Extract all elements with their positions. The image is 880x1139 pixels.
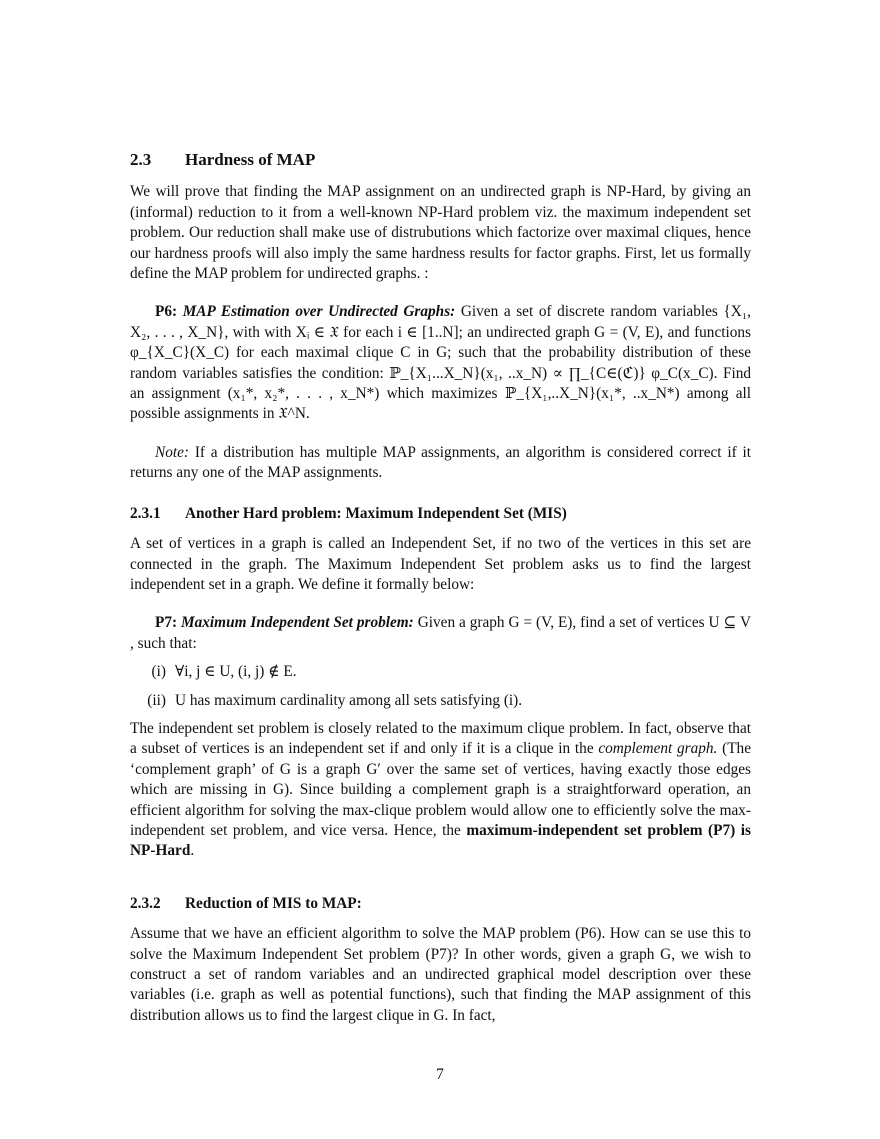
p6-body: Given a set of discrete random variables {X₁, X₂, . . . , X_N}, with with Xᵢ ∈ 𝔛 for each i ∈ [1..N]; an undirected graph G = (V, E), and functions φ_{X_C}(X_C) for each maximal clique C in G; such that the probability distribution of these random variables satisfies the condition: ℙ_{X₁...X_N}(x₁, ..x_N) ∝ ∏_{C∈(ℭ)} φ_C(x_C). Find an assignment (x₁*, x₂*, . . . , x_N*) which maximizes ℙ_{X₁,..X_N}(x₁*, ..x_N*) among all possible assignments in 𝔛^N. xyxy=(130,303,752,423)
p6-name: MAP Estimation over Undirected Graphs: xyxy=(182,303,456,321)
subsection-title: Another Hard problem: Maximum Independent Set (MIS) xyxy=(185,504,567,522)
clique-end: . xyxy=(190,842,195,860)
p7-body: Given a graph G = (V, E), find a set of vertices U ⊆ V , such that: xyxy=(130,614,751,652)
list-item xyxy=(130,691,751,711)
p6-label: P6: xyxy=(155,303,178,321)
problem-p6 xyxy=(130,302,751,424)
section-title: Hardness of MAP xyxy=(185,150,316,169)
list-item-text: U has maximum cardinality among all sets satisfying (i). xyxy=(175,691,523,709)
clique-emphasis: complement graph. xyxy=(598,740,718,758)
section-number: 2.3 xyxy=(130,150,152,169)
subsection-heading-reduction xyxy=(130,894,751,914)
note-body: If a distribution has multiple MAP assignments, an algorithm is considered correct if it returns any one of the MAP assignments. xyxy=(130,443,751,482)
page-number: 7 xyxy=(436,1066,444,1083)
problem-p7 xyxy=(130,613,751,654)
clique-text-2: (The ‘complement graph’ of G is a graph G′ over the same set of vertices, having exactly those edges which are missing in G). Since building a complement graph is a straightforward operation, an efficient algorithm for solving the max-clique problem would allow one to efficiently solve the max-independent set problem, and vice versa. Hence, the xyxy=(130,740,751,839)
clique-text-1: The independent set problem is closely related to the maximum clique problem. In fact, observe that a subset of vertices is an independent set if and only if it is a clique in the xyxy=(130,719,751,758)
clique-paragraph xyxy=(130,719,751,862)
p7-condition-list xyxy=(130,662,751,711)
page-body xyxy=(130,150,751,1026)
reduction-paragraph: Assume that we have an efficient algorithm to solve the MAP problem (P6). How can se use this to solve the Maximum Independent Set problem (P7)? In other words, given a graph G, we wish to construct a set of random variables and an undirected graphical model description over these variables (i.e. graph as well as potential functions), such that finding the MAP assignment of this distribution allows us to find the largest clique in G. In fact, xyxy=(130,925,751,1024)
mis-intro-paragraph: A set of vertices in a graph is called an Independent Set, if no two of the vertices in this set are connected in the graph. The Maximum Independent Set problem asks us to find the largest independent set in a graph. We define it formally below: xyxy=(130,535,751,593)
subsection-number: 2.3.2 xyxy=(130,894,161,912)
list-item-text: ∀i, j ∈ U, (i, j) ∉ E. xyxy=(175,663,297,681)
intro-paragraph: We will prove that finding the MAP assignment on an undirected graph is NP-Hard, by giving an (informal) reduction to it from a well-known NP-Hard problem viz. the maximum independent set problem. Our reduction shall make use of distrubutions which factorize over maximal cliques, hence our hardness proofs will also imply the same hardness results for factor graphs. First, let us formally define the MAP problem for undirected graphs. : xyxy=(130,183,751,283)
p7-name: Maximum Independent Set problem: xyxy=(181,614,414,632)
list-item xyxy=(130,662,751,682)
p7-label: P7: xyxy=(155,614,178,632)
subsection-number: 2.3.1 xyxy=(130,504,161,522)
clique-conclusion: maximum-independent set problem (P7) is NP-Hard xyxy=(130,821,751,860)
note-paragraph xyxy=(130,443,751,484)
list-item-label: (i) xyxy=(151,663,166,681)
section-heading xyxy=(130,150,751,170)
list-item-label: (ii) xyxy=(147,691,166,709)
subsection-title: Reduction of MIS to MAP: xyxy=(185,894,362,912)
subsection-heading-mis xyxy=(130,504,751,524)
note-label: Note: xyxy=(155,443,189,461)
